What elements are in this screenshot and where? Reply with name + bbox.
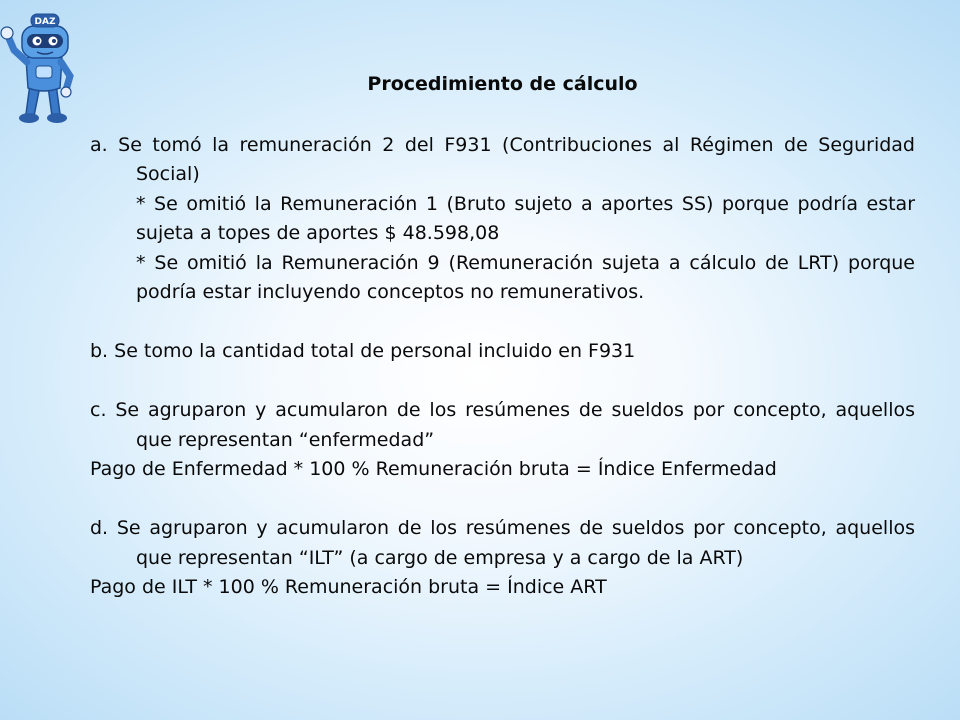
logo-badge-text: DAZ: [34, 17, 56, 27]
spacer: [90, 308, 915, 338]
page-title: Procedimiento de cálculo: [367, 73, 638, 95]
item-a-note-2: * Se omitió la Remuneración 9 (Remuneración sujeta a cálculo de LRT) porque podría estar incluyendo conceptos no remunerativos.: [136, 251, 915, 303]
item-a-note-1: * Se omitió la Remuneración 1 (Bruto sujeto a aportes SS) porque podría estar sujeta a topes de aportes $ 48.598,08: [136, 192, 915, 244]
item-c-formula: Pago de Enfermedad * 100 % Remuneración bruta = Índice Enfermedad: [90, 458, 777, 480]
item-c-text: c. Se agruparon y acumularon de los resúmenes de sueldos por concepto, aquellos que representan “enfermedad”: [90, 399, 915, 451]
slide-content: [90, 70, 915, 603]
spacer: [90, 367, 915, 397]
item-a-text: a. Se tomó la remuneración 2 del F931 (Contribuciones al Régimen de Seguridad Social): [90, 133, 915, 185]
item-d-formula: Pago de ILT * 100 % Remuneración bruta = Índice ART: [90, 576, 607, 598]
item-b-text: b. Se tomo la cantidad total de personal incluido en F931: [90, 340, 636, 362]
spacer: [90, 485, 915, 515]
item-d-text: d. Se agruparon y acumularon de los resúmenes de sueldos por concepto, aquellos que representan “ILT” (a cargo de empresa y a cargo de la ART): [90, 517, 915, 569]
robot-mascot-logo: [0, 6, 90, 126]
